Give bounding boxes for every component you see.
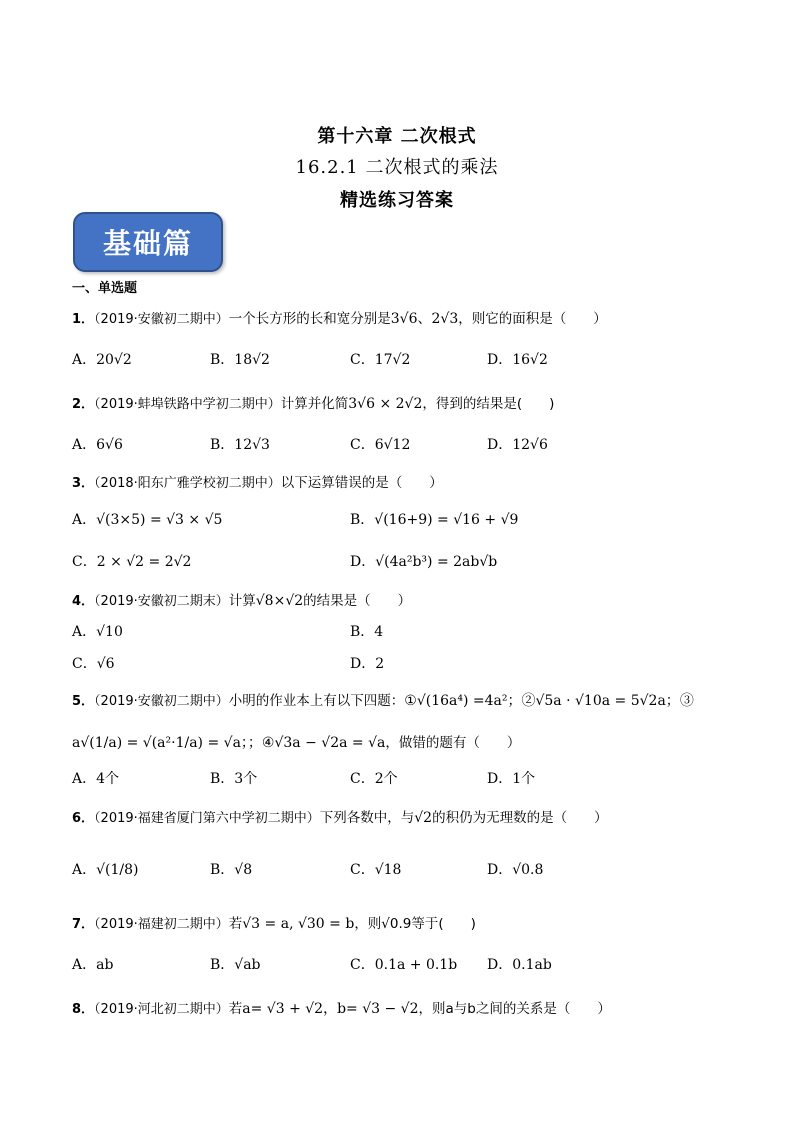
question-5-line-2: a√(1/a) = √(a²·1/a) = √a；；④√3a − √2a = √a，做错的题有（ ） xyxy=(72,735,521,751)
q2-option-b[interactable]: B．12√3 xyxy=(210,437,270,453)
q3-option-a[interactable]: A．√(3×5) = √3 × √5 xyxy=(72,512,223,528)
chapter-title: 第十六章 二次根式 xyxy=(317,126,477,147)
q3-option-c[interactable]: C．2 × √2 = 2√2 xyxy=(72,554,192,570)
q5-option-b[interactable]: B．3个 xyxy=(210,771,258,787)
question-6: 6．（2019·福建省厦门第六中学初二期中）下列各数中，与√2的积仍为无理数的是（ ） xyxy=(72,810,608,826)
section-heading: 一、单选题 xyxy=(72,281,138,296)
question-1: 1．（2019·安徽初二期中）一个长方形的长和宽分别是3√6、2√3，则它的面积是（ ） xyxy=(72,311,607,327)
basic-level-badge: 基础篇 xyxy=(73,212,223,272)
question-4-math: √8×√2 xyxy=(255,593,304,609)
q1-option-b[interactable]: B．18√2 xyxy=(210,352,270,368)
q1-option-d[interactable]: D．16√2 xyxy=(487,352,548,368)
q2-option-d[interactable]: D．12√6 xyxy=(487,437,548,453)
q5-item-3-marker: ③ xyxy=(679,693,694,709)
question-1-math: 3√6、2√3 xyxy=(390,311,459,327)
q6-option-c[interactable]: C．√18 xyxy=(350,862,402,878)
q1-option-c[interactable]: C．17√2 xyxy=(350,352,411,368)
question-4: 4．（2019·安徽初二期末）计算√8×√2的结果是（ ） xyxy=(72,593,412,609)
q2-option-c[interactable]: C．6√12 xyxy=(350,437,411,453)
q4-option-c[interactable]: C．√6 xyxy=(72,656,115,672)
q7-option-b[interactable]: B．√ab xyxy=(210,957,261,973)
section-title: 16.2.1 二次根式的乘法 xyxy=(295,157,499,178)
q6-option-b[interactable]: B．√8 xyxy=(210,862,253,878)
q2-option-a[interactable]: A．6√6 xyxy=(72,437,123,453)
q7-option-c[interactable]: C．0.1a + 0.1b xyxy=(350,957,458,973)
question-8-math: a= √3 + √2，b= √3 − √2 xyxy=(242,1001,419,1017)
question-6-math: √2 xyxy=(414,810,433,826)
q3-option-d[interactable]: D．√(4a²b³) = 2ab√b xyxy=(350,554,498,570)
q5-item-1: ①√(16a⁴) =4a²； xyxy=(404,693,522,709)
question-7-math: √3 = a, √30 = b xyxy=(242,916,355,932)
q5-item-4: ④√3a − √2a = √a xyxy=(261,735,386,751)
q4-option-a[interactable]: A．√10 xyxy=(72,624,123,640)
question-7: 7．（2019·福建初二期中）若√3 = a, √30 = b，则√0.9等于( ) xyxy=(72,916,476,932)
q5-option-d[interactable]: D．1个 xyxy=(487,771,536,787)
q4-option-b[interactable]: B．4 xyxy=(350,624,384,640)
q7-option-a[interactable]: A．ab xyxy=(72,957,114,973)
q6-option-a[interactable]: A．√(1/8) xyxy=(72,862,139,878)
subtitle: 精选练习答案 xyxy=(340,190,454,211)
q3-option-b[interactable]: B．√(16+9) = √16 + √9 xyxy=(350,512,519,528)
question-5: 5．（2019·安徽初二期中）小明的作业本上有以下四题：①√(16a⁴) =4a²；②√5a · √10a = 5√2a；③ xyxy=(72,693,694,709)
q6-option-d[interactable]: D．√0.8 xyxy=(487,862,544,878)
q5-option-c[interactable]: C．2个 xyxy=(350,771,398,787)
q5-item-3: a√(1/a) = √(a²·1/a) = √a； xyxy=(72,735,248,751)
question-2-math: 3√6 × 2√2 xyxy=(348,396,423,412)
q1-option-a[interactable]: A．20√2 xyxy=(72,352,132,368)
question-8: 8．（2019·河北初二期中）若a= √3 + √2，b= √3 − √2，则a与b之间的关系是（ ） xyxy=(72,1001,611,1017)
question-2: 2．（2019·蚌埠铁路中学初二期中）计算并化简3√6 × 2√2，得到的结果是( ) xyxy=(72,396,555,412)
q4-option-d[interactable]: D．2 xyxy=(350,656,385,672)
q5-item-2: ②√5a · √10a = 5√2a； xyxy=(521,693,680,709)
question-3: 3．（2018·阳东广雅学校初二期中）以下运算错误的是（ ） xyxy=(72,475,443,491)
q5-option-a[interactable]: A．4个 xyxy=(72,771,120,787)
q7-option-d[interactable]: D．0.1ab xyxy=(487,957,552,973)
